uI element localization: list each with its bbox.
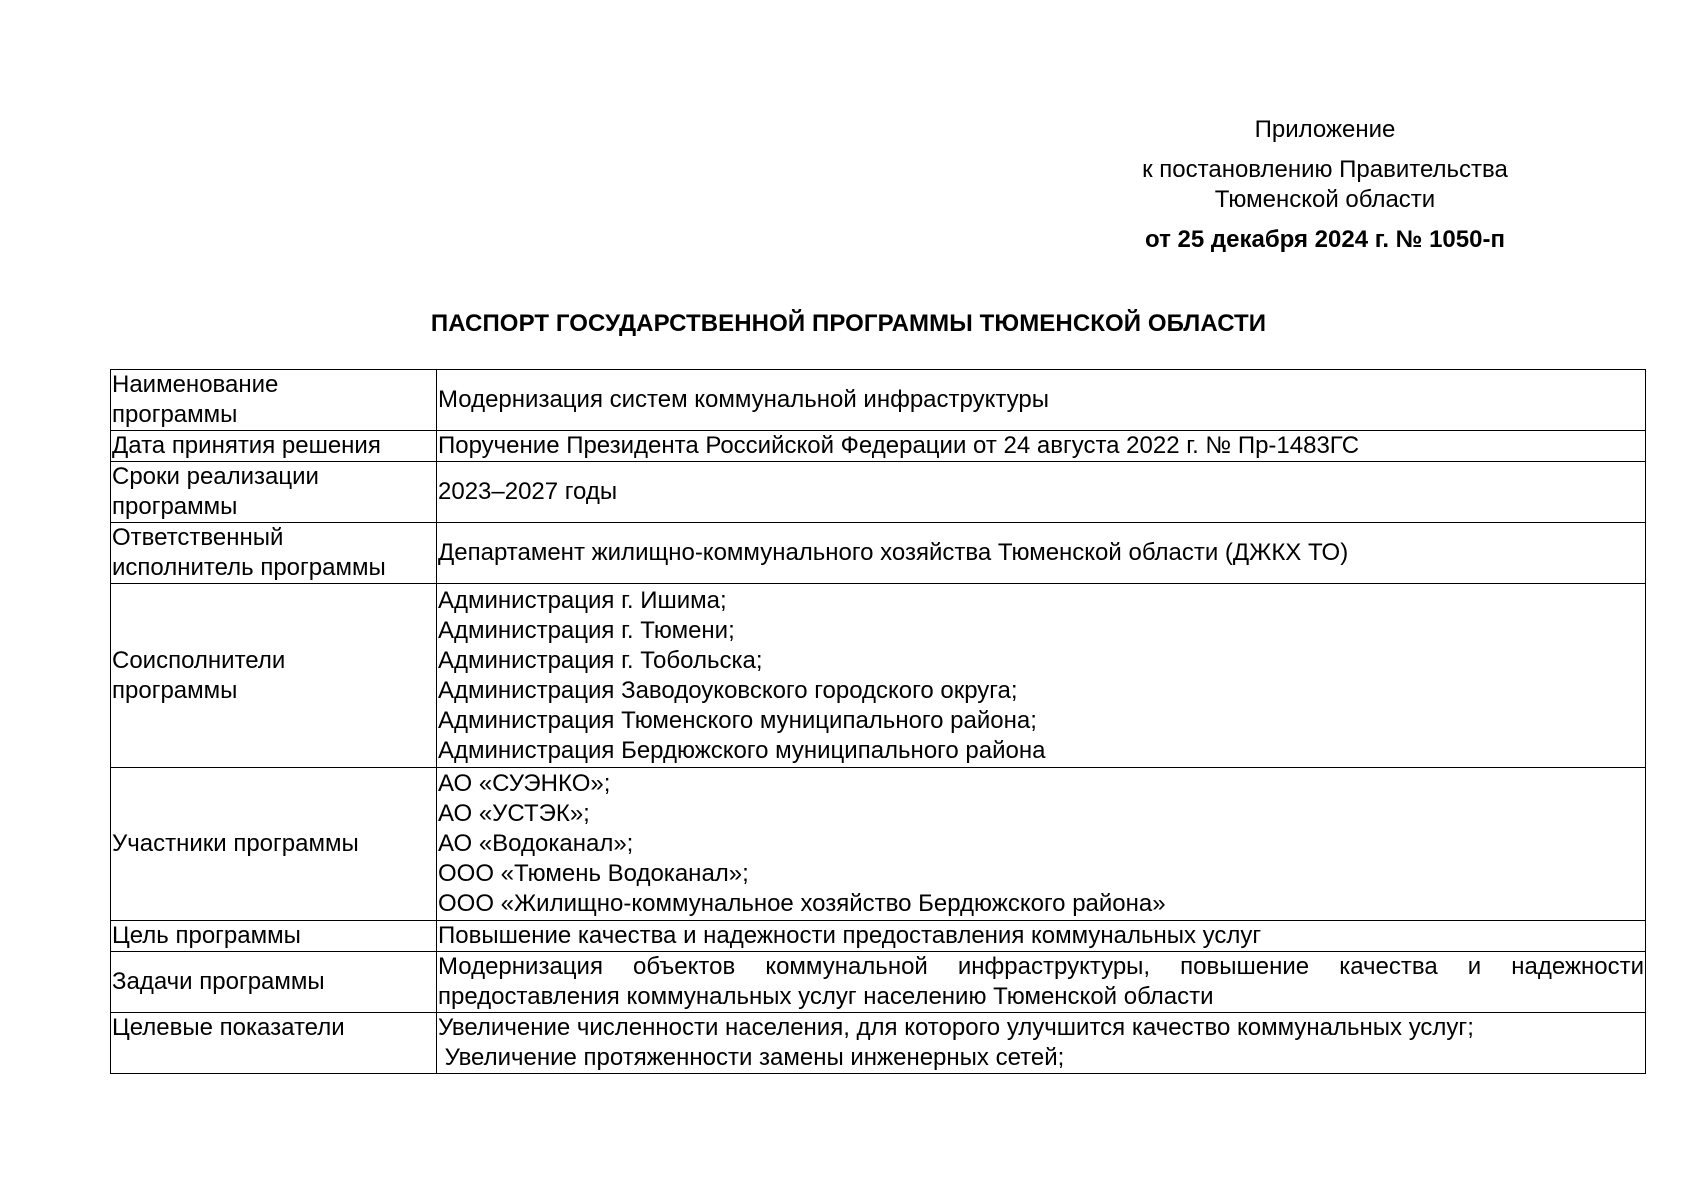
table-row — [111, 584, 1646, 768]
appendix-header — [1100, 115, 1550, 255]
table-row — [111, 921, 1646, 952]
appendix-decree: от 25 декабря 2024 г. № 1050-п — [1145, 226, 1505, 253]
appendix-line-1: к постановлению Правительства — [1142, 156, 1508, 183]
appendix-line-2: Тюменской области — [1214, 186, 1436, 213]
row-label: Сроки реализации программы — [111, 462, 437, 523]
row-value: 2023–2027 годы — [437, 462, 1646, 523]
row-label: Цель программы — [111, 921, 437, 952]
row-value: Департамент жилищно-коммунального хозяйства Тюменской области (ДЖКХ ТО) — [437, 523, 1646, 584]
table-row — [111, 431, 1646, 462]
passport-table — [110, 369, 1646, 1074]
row-value: Поручение Президента Российской Федерации от 24 августа 2022 г. № Пр-1483ГС — [437, 431, 1646, 462]
row-value: АО «СУЭНКО»; АО «УСТЭК»; АО «Водоканал»; ООО «Тюмень Водоканал»; ООО «Жилищно-коммунальное хозяйство Бердюжского района» — [437, 768, 1646, 921]
row-value: Повышение качества и надежности предоставления коммунальных услуг — [437, 921, 1646, 952]
row-label: Задачи программы — [111, 952, 437, 1013]
appendix-title: Приложение — [1254, 116, 1396, 143]
table-row — [111, 768, 1646, 921]
table-row — [111, 523, 1646, 584]
row-label: Наименование программы — [111, 370, 437, 431]
table-row — [111, 462, 1646, 523]
table-row — [111, 370, 1646, 431]
row-value: Администрация г. Ишима; Администрация г. Тюмени; Администрация г. Тобольска; Администрация Заводоуковского городского округа; Администрация Тюменского муниципального района; Администрация Бердюжского муниципального района — [437, 584, 1646, 768]
row-label: Целевые показатели — [111, 1013, 437, 1074]
row-value: Модернизация объектов коммунальной инфраструктуры, повышение качества и надежности предоставления коммунальных услуг населению Тюменской области — [437, 952, 1646, 1013]
row-label: Дата принятия решения — [111, 431, 437, 462]
row-label: Участники программы — [111, 768, 437, 921]
row-value: Модернизация систем коммунальной инфраструктуры — [437, 370, 1646, 431]
document-title: ПАСПОРТ ГОСУДАРСТВЕННОЙ ПРОГРАММЫ ТЮМЕНСКОЙ ОБЛАСТИ — [430, 310, 1267, 337]
table-row — [111, 952, 1646, 1013]
row-value: Увеличение численности населения, для которого улучшится качество коммунальных услуг; Увеличение протяженности замены инженерных сетей; — [437, 1013, 1646, 1074]
row-label: Соисполнители программы — [111, 584, 437, 768]
row-label: Ответственный исполнитель программы — [111, 523, 437, 584]
table-row — [111, 1013, 1646, 1074]
